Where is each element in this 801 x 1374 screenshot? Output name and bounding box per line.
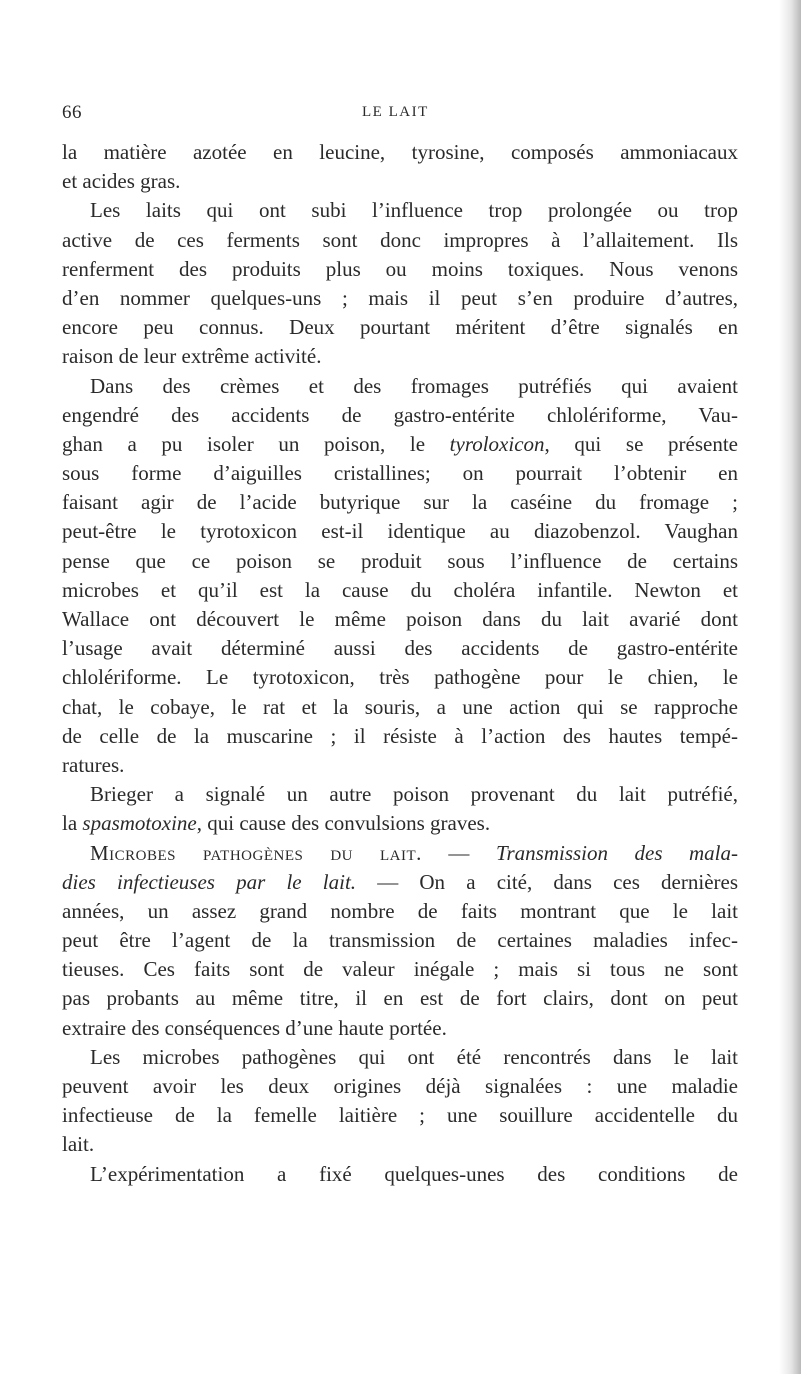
text-line: tieuses. Ces faits sont de valeur inégale ; mais si tous ne sont	[62, 957, 738, 982]
text-line: peut-être le tyrotoxicon est-il identique au diazobenzol. Vaughan	[62, 519, 738, 544]
paragraph	[62, 780, 738, 838]
italic-term: spasmotoxine	[82, 811, 197, 836]
text-line: faisant agir de l’acide butyrique sur la caséine du fromage ;	[62, 490, 738, 515]
text-line: Les laits qui ont subi l’influence trop prolongée ou trop	[90, 198, 738, 223]
text-line: raison de leur extrême activité.	[62, 344, 322, 369]
paragraph	[62, 196, 738, 371]
text-line: la matière azotée en leucine, tyrosine, composés ammoniacaux	[62, 140, 738, 164]
section-title: dies infectieuses par le lait.	[62, 869, 357, 894]
section-heading: Microbes pathogènes du lait.	[90, 840, 422, 865]
text-line: renferment des produits plus ou moins toxiques. Nous venons	[62, 256, 738, 281]
text-line: Dans des crèmes et des fromages putréfiés qui avaient	[90, 373, 738, 398]
text-line: engendré des accidents de gastro-entérite chlolériforme, Vau-	[62, 402, 738, 427]
text-line: encore peu connus. Deux pourtant méritent d’être signalés en	[62, 315, 738, 340]
body-text	[62, 138, 738, 1189]
text-line: extraire des conséquences d’une haute portée.	[62, 1015, 447, 1040]
text-line: Wallace ont découvert le même poison dans du lait avarié dont	[62, 607, 738, 631]
text-line: Microbes pathogènes du lait. — Transmission des mala-	[90, 840, 739, 865]
text-line: lait.	[62, 1132, 95, 1157]
text-line: chat, le cobaye, le rat et la souris, a une action qui se rapproche	[62, 694, 738, 719]
running-title: LE LAIT	[362, 104, 429, 120]
text-line: microbes et qu’il est la cause du choléra infantile. Newton et	[62, 577, 738, 602]
text-line: Les microbes pathogènes qui ont été rencontrés dans le lait	[90, 1044, 738, 1069]
text-line: pense que ce poison se produit sous l’influence de certains	[62, 548, 738, 573]
text-line: sous forme d’aiguilles cristallines; on pourrait l’obtenir en	[62, 461, 738, 486]
page-number: 66	[62, 102, 82, 123]
text-line: chlolériforme. Le tyrotoxicon, très pathogène pour le chien, le	[62, 665, 738, 690]
page-header	[0, 92, 801, 132]
text-line: ratures.	[62, 752, 125, 777]
paragraph	[62, 839, 738, 1043]
text-line: peut être l’agent de la transmission de certaines maladies infec-	[62, 928, 738, 953]
paragraph	[62, 1160, 738, 1189]
text-line: l’usage avait déterminé aussi des accidents de gastro-entérite	[62, 636, 738, 661]
text-line: pas probants au même titre, il en est de fort clairs, dont on peut	[62, 986, 738, 1011]
italic-term: tyroloxicon	[449, 431, 545, 456]
text-line: de celle de la muscarine ; il résiste à l’action des hautes tempé-	[62, 723, 738, 748]
text-line: Brieger a signalé un autre poison provenant du lait putréfié,	[90, 782, 738, 807]
text-line: dies infectieuses par le lait. — On a cité, dans ces dernières	[62, 869, 739, 894]
page-edge-shadow	[779, 0, 801, 1374]
text-line: L’expérimentation a fixé quelques-unes des conditions de	[90, 1161, 738, 1186]
text-line: et acides gras.	[62, 169, 181, 194]
section-title: Transmission des mala-	[495, 840, 739, 865]
text-line: infectieuse de la femelle laitière ; une souillure accidentelle du	[62, 1103, 738, 1128]
text-line: ghan a pu isoler un poison, le tyroloxicon, qui se présente	[62, 431, 738, 456]
paragraph	[62, 138, 738, 196]
text-line: années, un assez grand nombre de faits montrant que le lait	[62, 898, 738, 923]
paragraph	[62, 1043, 738, 1160]
text-line: peuvent avoir les deux origines déjà signalées : une maladie	[62, 1074, 738, 1098]
paragraph	[62, 372, 738, 781]
text-line: la spasmotoxine, qui cause des convulsions graves.	[62, 811, 491, 836]
text-line: active de ces ferments sont donc impropres à l’allaitement. Ils	[62, 227, 738, 252]
text-line: d’en nommer quelques-uns ; mais il peut s’en produire d’autres,	[62, 285, 738, 310]
